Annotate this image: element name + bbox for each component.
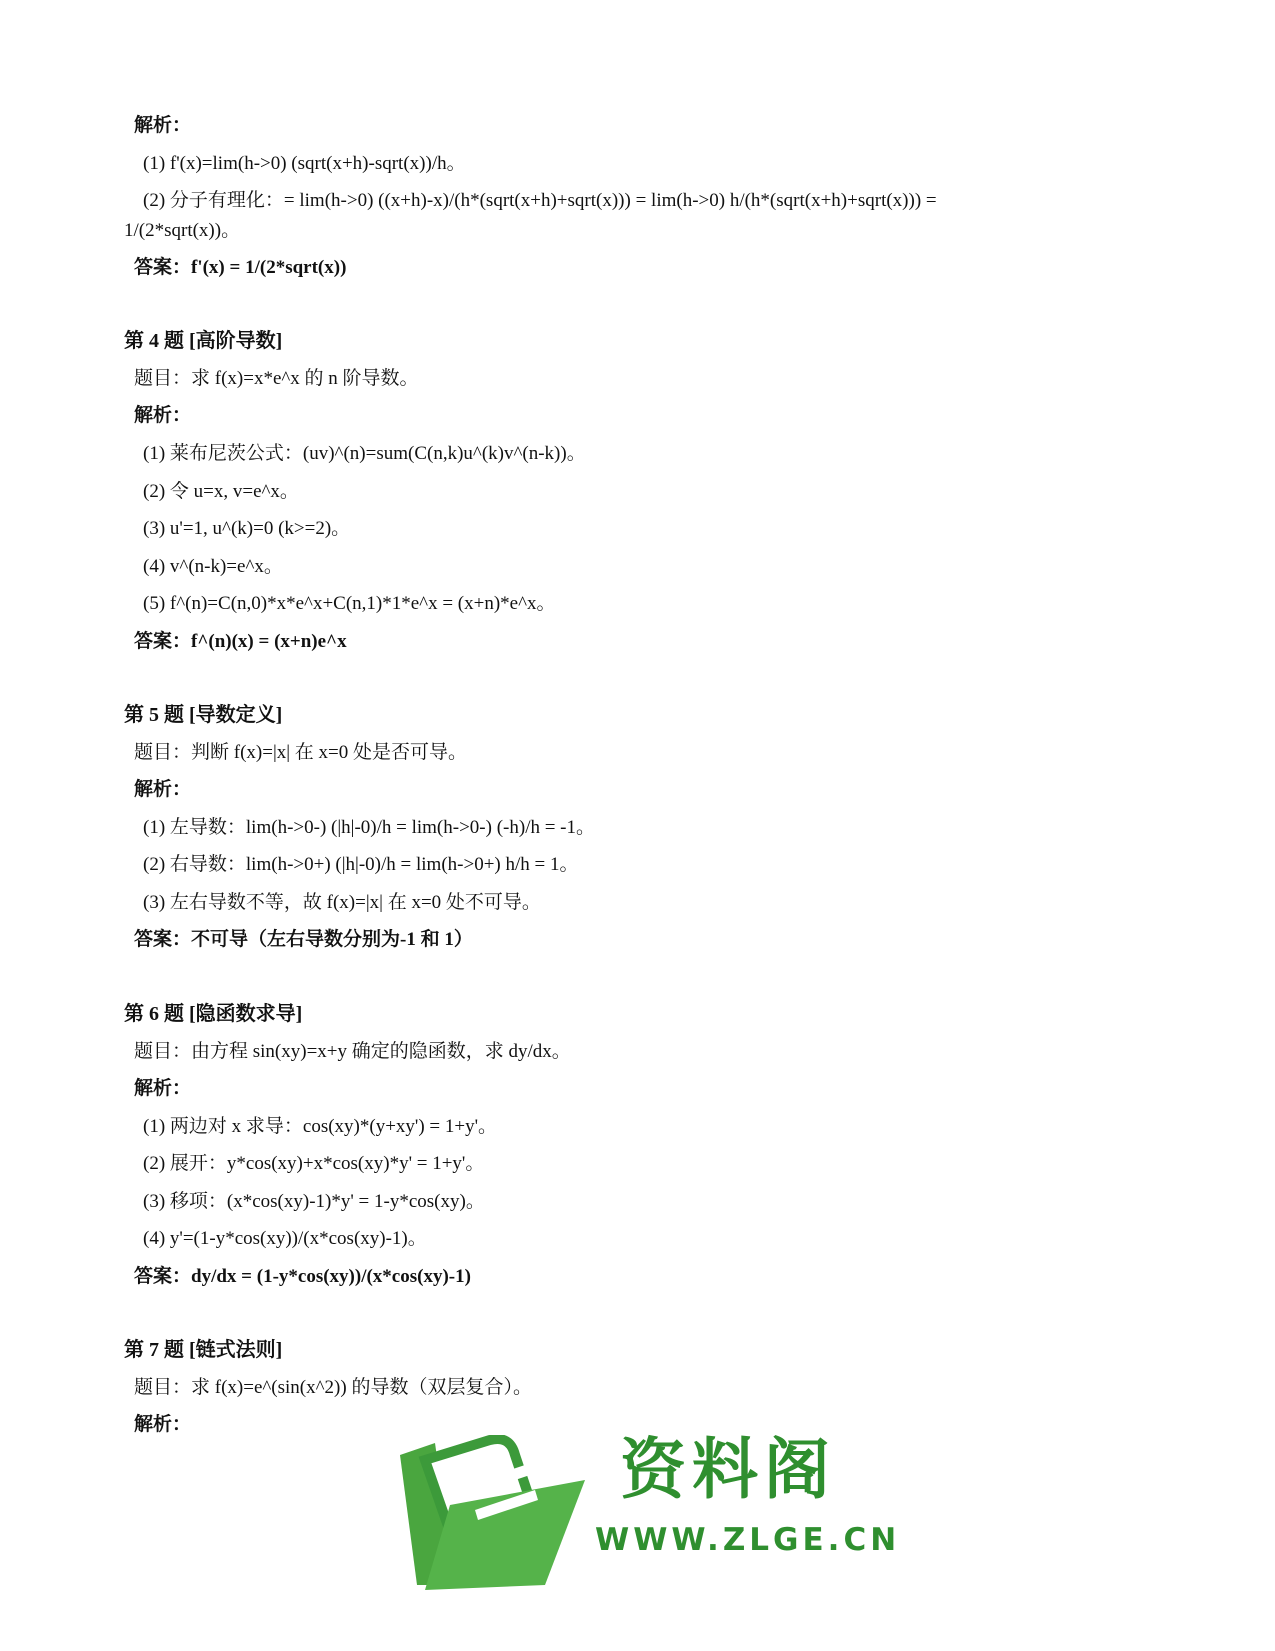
answer-line: 答案：不可导（左右导数分别为-1 和 1） <box>134 929 473 950</box>
analysis-label: 解析： <box>134 1414 192 1435</box>
solution-step: (2) 右导数：lim(h->0+) (|h|-0)/h = lim(h->0+) h/h = 1。 <box>143 854 579 875</box>
watermark-title: 资料阁 <box>620 1431 836 1508</box>
watermark <box>395 1425 901 1600</box>
solution-step: (2) 分子有理化：= lim(h->0) ((x+h)-x)/(h*(sqrt(x+h)+sqrt(x))) = lim(h->0) h/(h*(sqrt(x+h)+sqrt(x))) = <box>143 190 937 211</box>
solution-step: (3) 左右导数不等，故 f(x)=|x| 在 x=0 处不可导。 <box>143 892 541 913</box>
question-text: 题目：由方程 sin(xy)=x+y 确定的隐函数，求 dy/dx。 <box>134 1041 571 1062</box>
question-text: 题目：求 f(x)=x*e^x 的 n 阶导数。 <box>134 368 419 389</box>
solution-step: (1) 两边对 x 求导：cos(xy)*(y+xy') = 1+y'。 <box>143 1116 498 1137</box>
analysis-label: 解析： <box>134 115 192 136</box>
solution-step: (1) 左导数：lim(h->0-) (|h|-0)/h = lim(h->0-) (-h)/h = -1。 <box>143 817 596 838</box>
question-heading: 第 6 题 [隐函数求导] <box>124 1003 303 1025</box>
watermark-url: WWW.ZLGE.CN <box>595 1522 901 1558</box>
question-text: 题目：求 f(x)=e^(sin(x^2)) 的导数（双层复合）。 <box>134 1377 532 1398</box>
answer-line: 答案：dy/dx = (1-y*cos(xy))/(x*cos(xy)-1) <box>134 1266 471 1287</box>
solution-step: (1) 莱布尼茨公式：(uv)^(n)=sum(C(n,k)u^(k)v^(n-k))。 <box>143 443 586 464</box>
solution-step: (5) f^(n)=C(n,0)*x*e^x+C(n,1)*1*e^x = (x+n)*e^x。 <box>143 593 556 614</box>
analysis-label: 解析： <box>134 779 192 800</box>
solution-step-continued: 1/(2*sqrt(x))。 <box>124 220 241 241</box>
solution-step: (4) y'=(1-y*cos(xy))/(x*cos(xy)-1)。 <box>143 1228 427 1249</box>
book-folder-icon <box>395 1435 595 1595</box>
analysis-label: 解析： <box>134 405 192 426</box>
question-text: 题目：判断 f(x)=|x| 在 x=0 处是否可导。 <box>134 742 468 763</box>
solution-step: (3) 移项：(x*cos(xy)-1)*y' = 1-y*cos(xy)。 <box>143 1191 485 1212</box>
question-heading: 第 4 题 [高阶导数] <box>124 330 283 352</box>
solution-step: (4) v^(n-k)=e^x。 <box>143 556 283 577</box>
solution-step: (1) f'(x)=lim(h->0) (sqrt(x+h)-sqrt(x))/h。 <box>143 153 466 174</box>
solution-step: (2) 展开：y*cos(xy)+x*cos(xy)*y' = 1+y'。 <box>143 1153 485 1174</box>
solution-step: (3) u'=1, u^(k)=0 (k>=2)。 <box>143 518 351 539</box>
answer-line: 答案：f'(x) = 1/(2*sqrt(x)) <box>134 257 347 278</box>
solution-step: (2) 令 u=x, v=e^x。 <box>143 481 299 502</box>
question-heading: 第 7 题 [链式法则] <box>124 1339 283 1361</box>
analysis-label: 解析： <box>134 1078 192 1099</box>
question-heading: 第 5 题 [导数定义] <box>124 704 283 726</box>
answer-line: 答案：f^(n)(x) = (x+n)e^x <box>134 631 347 652</box>
